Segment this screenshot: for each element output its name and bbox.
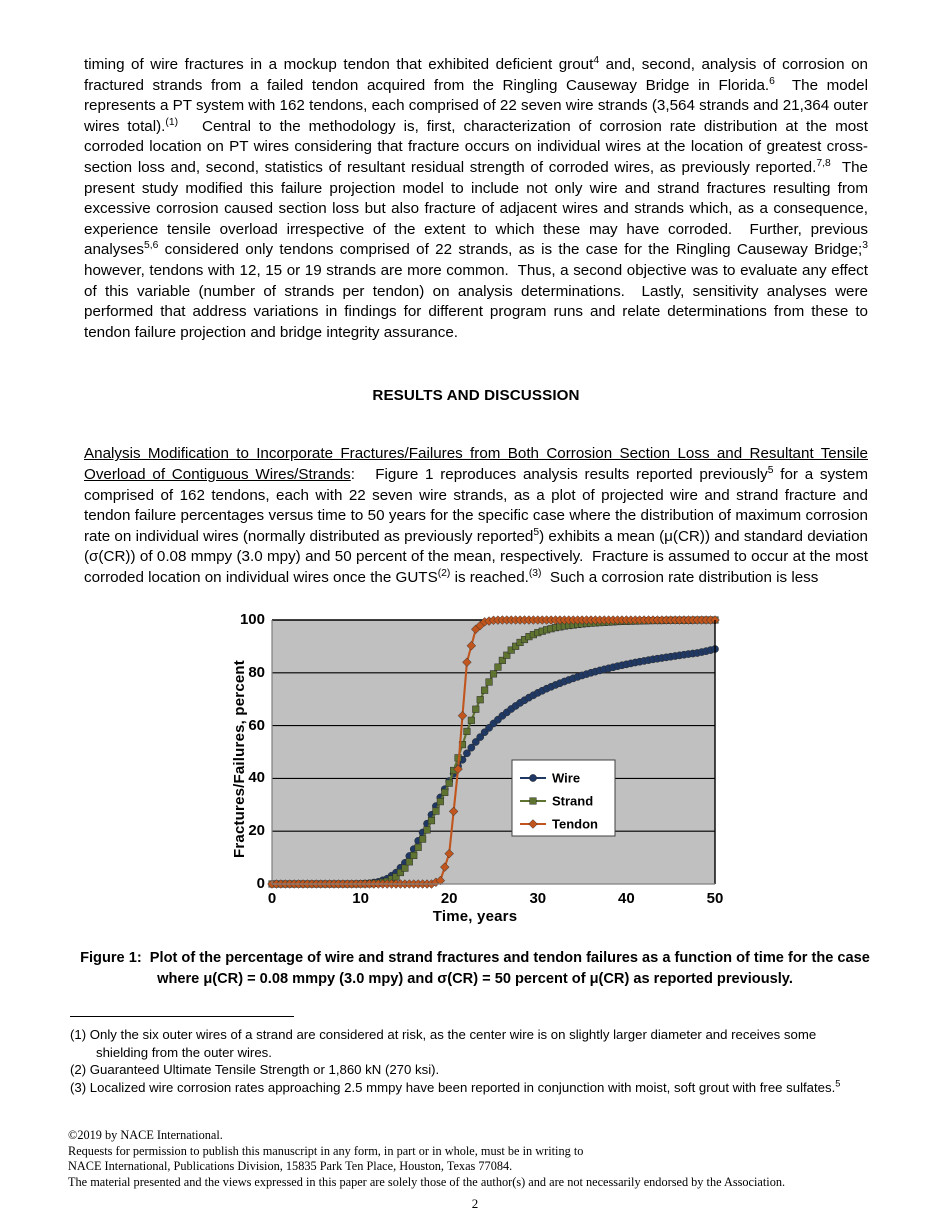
chart-data-point xyxy=(486,679,493,686)
copyright-block xyxy=(68,1128,868,1190)
chart-plot-svg xyxy=(215,606,735,936)
chart-data-point xyxy=(402,865,409,872)
footnote-separator-rule xyxy=(70,1016,294,1017)
chart-y-tick: 60 xyxy=(248,716,265,734)
chart-data-point xyxy=(464,728,471,735)
chart-y-axis-label: Fractures/Failures, percent xyxy=(231,660,248,858)
footnotes-block xyxy=(70,1016,870,1096)
chart-y-tick: 20 xyxy=(248,822,265,840)
footnote-item: (3) Localized wire corrosion rates approaching 2.5 mmpy have been reported in conjunction with moist, soft grout with free sulfates.$^5$ xyxy=(70,1078,841,1095)
chart-y-tick: 0 xyxy=(256,875,265,892)
copyright-line: The material presented and the views expressed in this paper are solely those of the author(s) and are not necessarily endorsed by the Association. xyxy=(68,1174,786,1189)
chart-data-point xyxy=(446,780,453,787)
chart-x-tick: 40 xyxy=(618,890,635,907)
chart-y-tick: 80 xyxy=(248,663,265,681)
chart-data-point xyxy=(410,852,417,859)
chart-x-tick: 50 xyxy=(706,890,724,907)
chart-legend-label: Wire xyxy=(552,770,581,786)
copyright-line: NACE International, Publications Division, 15835 Park Ten Place, Houston, Texas 77084. xyxy=(68,1159,513,1174)
page-number: 2 xyxy=(471,1196,479,1211)
chart-x-tick: 0 xyxy=(267,890,277,907)
chart-data-point xyxy=(495,664,502,671)
chart-data-point xyxy=(530,798,537,805)
footnote-list xyxy=(70,1026,870,1096)
chart-y-tick: 40 xyxy=(248,769,265,787)
section-heading-results: RESULTS AND DISCUSSION xyxy=(372,387,580,405)
chart-data-point xyxy=(437,798,444,805)
chart-legend-label: Strand xyxy=(552,793,594,809)
intro-paragraph: timing of wire fractures in a mockup tendon that exhibited deficient grout$^4$ and, second, analysis of corrosion on fractured strands from a failed tendon acquired from the Ringling Causeway Bridge in Florida.$^6$ The model represents a PT system with 162 tendons, each comprised of 22 seven wire strands (3,564 strands and 21,364 outer wires total).$^{(1)}$ Central to the methodology is, first, characterization of corrosion rate distribution at the most corroded location on PT wires considering that fracture occurs on individual wires at the location of greatest cross-section loss and, second, statistics of resultant residual strength of corroded wires, as previously reported.$^{7,8}$ The present study modified this failure projection model to include not only wire and strand fractures resulting from excessive corrosion caused section loss but also fracture of adjacent wires and strands which, as a consequence, experience tensile overload irrespective of the extent to which these may have corroded. Further, previous analyses$^{5,6}$ considered only tendons comprised of 22 strands, as is the case for the Ringling Causeway Bridge;$^3$ however, tendons with 12, 15 or 19 strands are more common. Thus, a second objective was to evaluate any effect of this variable (number of strands per tendon) on analysis determinations. Lastly, sensitivity analyses were performed that address variations in findings for different program runs and relate determinations from these to tendon failure projection and bridge integrity assurance. xyxy=(84,54,869,341)
footnote-item: (2) Guaranteed Ultimate Tensile Strength or 1,860 kN (270 ksi). xyxy=(70,1062,440,1078)
paragraph-spacer xyxy=(84,343,868,369)
chart-data-point xyxy=(441,789,448,796)
chart-data-point xyxy=(415,844,422,851)
chart-data-point xyxy=(424,827,431,834)
chart-x-tick: 30 xyxy=(529,890,547,907)
chart-data-point xyxy=(481,687,488,694)
footnote-item: (1) Only the six outer wires of a strand are considered at risk, as the center wire is on slightly larger diameter and receives some shielding from the outer wires. xyxy=(70,1027,817,1060)
copyright-line: ©2019 by NACE International. xyxy=(68,1128,223,1142)
chart-data-point xyxy=(477,696,484,703)
figure-1 xyxy=(0,606,950,990)
chart-data-point xyxy=(406,859,413,866)
chart-data-point xyxy=(468,717,475,724)
chart-x-tick: 20 xyxy=(440,890,458,907)
chart-legend-label: Tendon xyxy=(552,816,598,832)
chart-data-point xyxy=(529,774,536,781)
body-column xyxy=(84,55,868,588)
chart-data-point xyxy=(419,836,426,843)
heading-spacer xyxy=(84,404,868,424)
chart-x-axis-label: Time, years xyxy=(432,908,518,925)
chart-legend xyxy=(512,760,615,836)
chart-data-point xyxy=(428,817,435,824)
copyright-line: Requests for permission to publish this manuscript in any form, in part or in whole, must be in writing to xyxy=(68,1143,584,1158)
figure-caption: Figure 1: Plot of the percentage of wire and strand fractures and tendon failures as a function of time for the case where μ(CR) = 0.08 mmpy (3.0 mpy) and σ(CR) = 50 percent of μ(CR) as reported previously. xyxy=(80,950,870,987)
chart-y-tick: 100 xyxy=(239,611,265,628)
chart-container xyxy=(215,606,735,936)
chart-data-point xyxy=(490,671,497,678)
chart-data-point xyxy=(433,808,440,815)
chart-data-point xyxy=(472,706,479,713)
heading-spacer-2 xyxy=(84,424,868,444)
analysis-paragraph: Analysis Modification to Incorporate Fractures/Failures from Both Corrosion Section Loss and Resultant Tensile Overload of Contiguous Wires/Strands: Figure 1 reproduces analysis results reported previously$^5$ for a system comprised of 162 tendons, each with 22 seven wire strands, as a plot of projected wire and strand fracture and tendon failure percentages versus time to 50 years for the specific case where the distribution of maximum corrosion rate on individual wires (normally distributed as previously reported$^5$) exhibits a mean (μ(CR)) and standard deviation (σ(CR)) of 0.08 mmpy (3.0 mpy) and 50 percent of the mean, respectively. Fracture is assumed to occur at the most corroded location on individual wires once the GUTS$^{(2)}$ is reached.$^{(3)}$ Such a corrosion rate distribution is less xyxy=(84,445,868,586)
chart-x-tick: 10 xyxy=(352,890,369,907)
